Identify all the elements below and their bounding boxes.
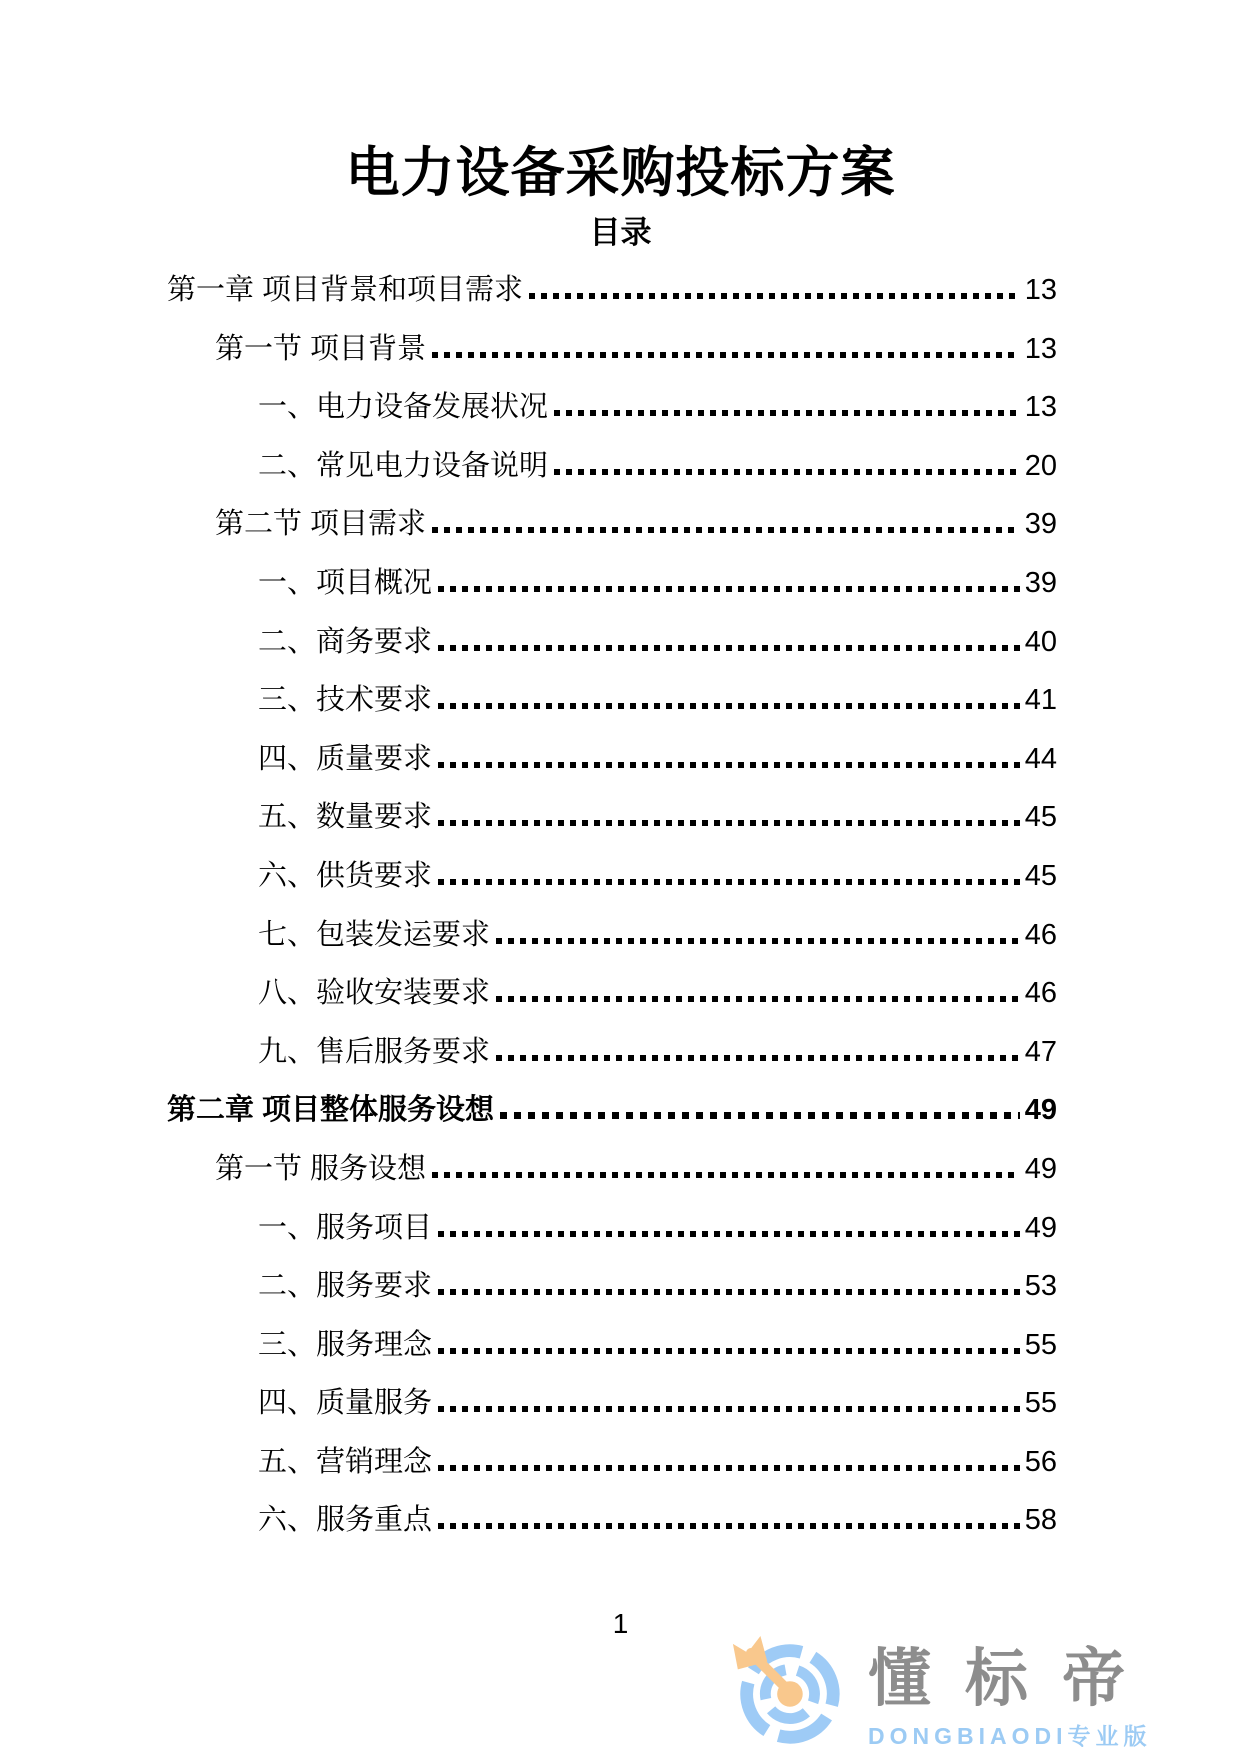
toc-leader-dots xyxy=(554,469,1020,475)
toc-entry xyxy=(167,320,1057,379)
toc-entry xyxy=(167,1199,1057,1258)
toc-entry-page: 20 xyxy=(1024,449,1057,482)
toc-entry-label: 二、商务要求 xyxy=(258,625,433,658)
toc-entry-label: 一、服务项目 xyxy=(258,1211,433,1244)
toc-leader-dots xyxy=(432,1172,1020,1178)
toc-entry-label: 一、电力设备发展状况 xyxy=(258,391,549,424)
toc-entry-page: 39 xyxy=(1024,508,1057,541)
toc-leader-dots xyxy=(496,996,1020,1002)
toc-entry-label: 一、项目概况 xyxy=(258,566,433,599)
toc-entry-label: 第二节 项目需求 xyxy=(215,508,427,541)
toc-leader-dots xyxy=(438,1348,1020,1354)
toc-leader-dots xyxy=(432,527,1020,533)
toc-leader-dots xyxy=(438,762,1020,768)
toc-entry-page: 56 xyxy=(1024,1445,1057,1478)
toc-entry-label: 六、供货要求 xyxy=(258,859,433,892)
toc-leader-dots xyxy=(438,645,1020,651)
watermark-logo xyxy=(722,1632,1241,1754)
toc-entry xyxy=(167,261,1057,320)
toc-entry-label: 八、验收安装要求 xyxy=(258,977,491,1010)
toc-entry-page: 41 xyxy=(1024,684,1057,717)
toc-leader-dots xyxy=(438,1465,1020,1471)
watermark-brand-name: 懂标帝 xyxy=(868,1644,1159,1714)
document-title: 电力设备采购投标方案 xyxy=(345,143,896,203)
toc-entry xyxy=(167,495,1057,554)
toc-entry xyxy=(167,1140,1057,1199)
toc-entry xyxy=(167,437,1057,496)
toc-leader-dots xyxy=(438,820,1020,826)
toc-leader-dots xyxy=(438,879,1020,885)
toc-entry-page: 53 xyxy=(1024,1270,1057,1303)
toc-entry xyxy=(167,1316,1057,1375)
watermark-subtitle: DONGBIAODI专业版 xyxy=(868,1723,1152,1749)
toc-entry-label: 第一节 服务设想 xyxy=(215,1152,427,1185)
toc-entry-label: 五、营销理念 xyxy=(258,1445,433,1478)
toc-entry-page: 49 xyxy=(1024,1094,1057,1127)
toc-entry xyxy=(167,1257,1057,1316)
table-of-contents xyxy=(167,261,1057,1550)
toc-entry-label: 四、质量服务 xyxy=(258,1387,433,1420)
page-number: 1 xyxy=(612,1608,629,1639)
toc-leader-dots xyxy=(529,293,1020,299)
toc-entry xyxy=(167,671,1057,730)
toc-leader-dots xyxy=(438,1231,1020,1237)
toc-entry-label: 七、包装发运要求 xyxy=(258,918,491,951)
toc-entry-page: 55 xyxy=(1024,1387,1057,1420)
toc-leader-dots xyxy=(438,1523,1020,1529)
toc-entry-label: 三、服务理念 xyxy=(258,1328,433,1361)
toc-entry xyxy=(167,1023,1057,1082)
toc-entry-page: 44 xyxy=(1024,742,1057,775)
toc-entry-label: 二、常见电力设备说明 xyxy=(258,449,549,482)
toc-leader-dots xyxy=(438,586,1020,592)
toc-leader-dots xyxy=(496,1055,1020,1061)
toc-heading: 目录 xyxy=(589,215,652,250)
toc-leader-dots xyxy=(438,1289,1020,1295)
toc-entry-page: 46 xyxy=(1024,977,1057,1010)
toc-entry-label: 五、数量要求 xyxy=(258,801,433,834)
toc-entry xyxy=(167,730,1057,789)
toc-entry-page: 47 xyxy=(1024,1035,1057,1068)
toc-entry xyxy=(167,1081,1057,1140)
toc-entry-page: 49 xyxy=(1024,1211,1057,1244)
toc-entry-page: 45 xyxy=(1024,859,1057,892)
toc-entry-label: 九、售后服务要求 xyxy=(258,1035,491,1068)
toc-entry-label: 六、服务重点 xyxy=(258,1504,433,1537)
toc-entry-page: 40 xyxy=(1024,625,1057,658)
toc-entry-page: 49 xyxy=(1024,1152,1057,1185)
toc-leader-dots xyxy=(554,410,1020,416)
toc-entry-label: 第一章 项目背景和项目需求 xyxy=(167,274,524,306)
toc-entry xyxy=(167,847,1057,906)
toc-entry-page: 13 xyxy=(1024,332,1057,365)
toc-entry-page: 39 xyxy=(1024,566,1057,599)
toc-entry-page: 13 xyxy=(1024,274,1057,306)
toc-entry-label: 第二章 项目整体服务设想 xyxy=(167,1094,495,1127)
toc-entry xyxy=(167,788,1057,847)
toc-entry xyxy=(167,906,1057,965)
toc-entry-page: 46 xyxy=(1024,918,1057,951)
toc-entry-page: 45 xyxy=(1024,801,1057,834)
toc-leader-dots xyxy=(500,1112,1020,1119)
toc-entry-label: 二、服务要求 xyxy=(258,1270,433,1303)
toc-entry-label: 第一节 项目背景 xyxy=(215,332,427,365)
toc-entry xyxy=(167,613,1057,672)
toc-entry xyxy=(167,554,1057,613)
toc-leader-dots xyxy=(438,1406,1020,1412)
toc-leader-dots xyxy=(496,938,1020,944)
toc-entry-label: 四、质量要求 xyxy=(258,742,433,775)
toc-entry xyxy=(167,964,1057,1023)
toc-entry-page: 58 xyxy=(1024,1504,1057,1537)
toc-leader-dots xyxy=(438,703,1020,709)
toc-entry-label: 三、技术要求 xyxy=(258,684,433,717)
toc-entry-page: 55 xyxy=(1024,1328,1057,1361)
toc-entry xyxy=(167,1374,1057,1433)
toc-leader-dots xyxy=(432,352,1020,358)
toc-entry-page: 13 xyxy=(1024,391,1057,424)
toc-entry xyxy=(167,378,1057,437)
dart-target-icon xyxy=(728,1634,846,1752)
toc-entry xyxy=(167,1433,1057,1492)
toc-entry xyxy=(167,1491,1057,1550)
